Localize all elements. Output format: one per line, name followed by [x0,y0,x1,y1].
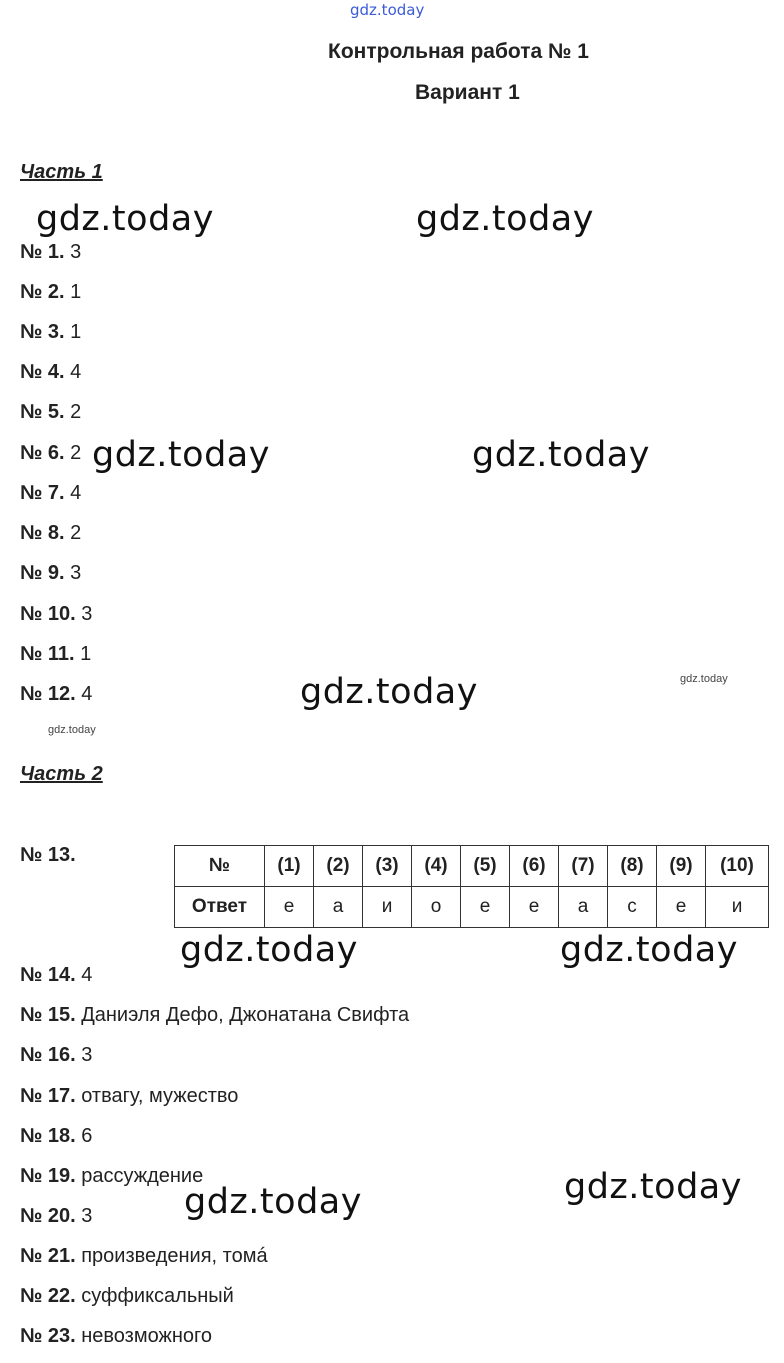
item-answer: 2 [70,442,82,464]
item-number: № 18. [20,1125,76,1147]
item-answer: 3 [70,562,82,584]
answer-cell: е [461,887,510,928]
item-number: № 15. [20,1004,76,1026]
column-header: (5) [461,846,510,887]
item-answer: рассуждение [81,1165,204,1187]
item-answer: суффиксальный [81,1285,234,1307]
answer-item [20,1125,92,1148]
watermark-small: gdz.today [48,724,96,736]
item-answer: 2 [70,522,82,544]
item-answer: 6 [81,1125,93,1147]
answer-cell: а [314,887,363,928]
answer-item [20,1245,268,1268]
watermark: gdz.today [92,435,270,475]
answer-cell: и [363,887,412,928]
answer-item [20,482,81,505]
item-answer: 3 [81,603,93,625]
answer-item [20,683,92,706]
item-answer: 1 [80,643,92,665]
item-answer: 4 [81,964,93,986]
column-header: (9) [657,846,706,887]
answer-item [20,643,91,666]
task13-answer-table [174,845,769,928]
answer-item [20,562,81,585]
item-number: № 14. [20,964,76,986]
item-number: № 7. [20,482,65,504]
item-answer: 3 [81,1205,93,1227]
item-answer: 3 [70,241,82,263]
watermark: gdz.today [184,1182,362,1222]
item-number: № 3. [20,321,65,343]
answer-cell: о [412,887,461,928]
column-header: (2) [314,846,363,887]
part2-heading: Часть 2 [20,763,103,785]
page-title: Контрольная работа № 1 [328,40,589,63]
item-number: № 12. [20,683,76,705]
item-number: № 22. [20,1285,76,1307]
item-number: № 1. [20,241,65,263]
item-answer: 2 [70,401,82,423]
column-header: (7) [559,846,608,887]
watermark-small: gdz.today [680,673,728,685]
item-number: № 23. [20,1325,76,1347]
answer-item [20,401,81,424]
column-header: (10) [706,846,769,887]
answer-label: Ответ [175,887,265,928]
answer-cell: с [608,887,657,928]
item-number: № 6. [20,442,65,464]
column-header: (6) [510,846,559,887]
answer-item [20,241,81,264]
answer-item [20,1205,92,1228]
item-number: № 5. [20,401,65,423]
answer-item [20,1285,234,1308]
item-answer: 4 [70,361,82,383]
item-answer: отвагу, мужество [81,1085,239,1107]
answer-item [20,1044,92,1067]
item-answer: 1 [70,281,82,303]
item-answer: 4 [70,482,82,504]
column-header: (4) [412,846,461,887]
item-number: № 2. [20,281,65,303]
column-header: (8) [608,846,657,887]
column-header: (1) [265,846,314,887]
watermark: gdz.today [180,930,358,970]
answer-item [20,281,81,304]
table-header-row [175,846,769,887]
header-label: № [175,846,265,887]
answer-item [20,603,92,626]
answer-cell: е [510,887,559,928]
item-number: № 9. [20,562,65,584]
table-answer-row [175,887,769,928]
item-number: № 20. [20,1205,76,1227]
answer-item [20,1004,409,1027]
item-answer: 3 [81,1044,93,1066]
watermark: gdz.today [36,199,214,239]
answer-item [20,361,81,384]
variant-title: Вариант 1 [415,81,520,104]
answer-item [20,1325,212,1348]
answer-item [20,522,81,545]
answer-cell: е [657,887,706,928]
answer-item [20,321,81,344]
answer-cell: е [265,887,314,928]
watermark: gdz.today [472,435,650,475]
watermark: gdz.today [416,199,594,239]
column-header: (3) [363,846,412,887]
watermark: gdz.today [564,1167,742,1207]
item-number: № 17. [20,1085,76,1107]
answer-cell: а [559,887,608,928]
item-number: № 19. [20,1165,76,1187]
item-number: № 16. [20,1044,76,1066]
item-number: № 21. [20,1245,76,1267]
watermark-top: gdz.today [350,1,425,19]
item-number: № 10. [20,603,76,625]
watermark: gdz.today [300,672,478,712]
answer-item [20,964,92,987]
item-answer: 4 [81,683,93,705]
answer-item [20,442,81,465]
answer-item [20,1165,203,1188]
answer-cell: и [706,887,769,928]
task13-number: № 13. [20,844,76,866]
item-answer: произведения, томá [81,1245,268,1267]
answer-item [20,1085,238,1108]
part1-heading: Часть 1 [20,161,103,183]
item-number: № 4. [20,361,65,383]
item-answer: невозможного [81,1325,213,1347]
item-answer: Даниэля Дефо, Джонатана Свифта [81,1004,410,1026]
watermark: gdz.today [560,930,738,970]
item-number: № 8. [20,522,65,544]
item-number: № 11. [20,643,75,665]
item-answer: 1 [70,321,82,343]
